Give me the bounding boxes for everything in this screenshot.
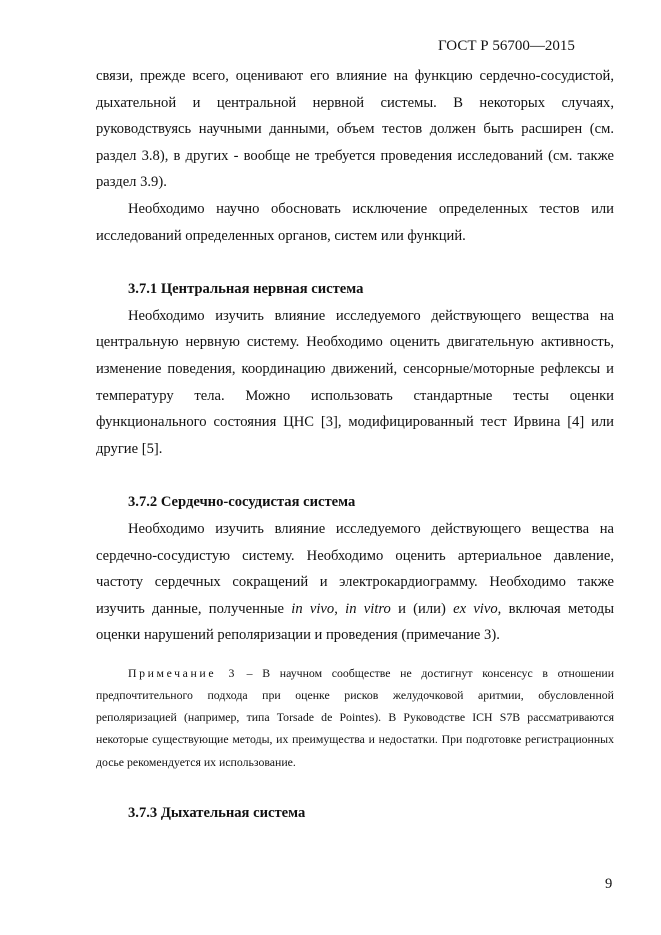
page-number: 9 bbox=[605, 876, 613, 892]
note-text: – В научном сообществе не достигнут консенсус в отношении предпочтительного подхода при оценке рисков желудочковой аритмии, обусловленной реполяризацией (например, типа Torsade de Pointes). В Руководстве ICH S7B рассматриваются некоторые существующие методы, их преимущества и недостатки. При подготовке регистрационных досье рекомендуется их использование. bbox=[96, 665, 615, 769]
term-ex-vivo: ex vivo bbox=[453, 600, 498, 617]
section-3-7-2-heading: 3.7.2 Сердечно-сосудистая система bbox=[128, 494, 356, 511]
section-3-7-3-heading: 3.7.3 Дыхательная система bbox=[128, 804, 306, 821]
justification-paragraph: Необходимо научно обосновать исключение определенных тестов или исследований определенных органов, систем или функций. bbox=[96, 200, 614, 244]
document-header: ГОСТ Р 56700—2015 bbox=[438, 38, 575, 54]
section-3-7-1-paragraph: Необходимо изучить влияние исследуемого действующего вещества на центральную нервную систему. Необходимо оценить двигательную активность, изменение поведения, координацию движений, сенсорные/моторные рефлексы и температуру тела. Можно использовать стандартные тесты оценки функционального состояния ЦНС [3], модифицированный тест Ирвина [4] или другие [5]. bbox=[96, 307, 614, 457]
section-3-7-2-paragraph bbox=[96, 516, 614, 649]
page-body bbox=[96, 63, 614, 826]
paragraph-text: , включая методы оценки нарушений реполяризации и проведения (примечание 3). bbox=[96, 600, 614, 644]
paragraph-text: Необходимо изучить влияние исследуемого действующего вещества на сердечно-сосудистую систему. Необходимо оценить артериальное давление, частоту сердечных сокращений и электрокардиограмму. Необходимо также изучить данные, полученные bbox=[96, 520, 614, 617]
paragraph-text: и (или) bbox=[390, 600, 454, 617]
note-3 bbox=[96, 662, 614, 773]
term-in-vitro: in vitro bbox=[345, 600, 391, 617]
note-label: Примечание 3 bbox=[128, 665, 237, 680]
intro-paragraph: связи, прежде всего, оценивают его влияние на функцию сердечно-сосудистой, дыхательной и центральной нервной системы. В некоторых случаях, руководствуясь научными данными, объем тестов должен быть расширен (см. раздел 3.8), в других - вообще не требуется проведения исследований (см. также раздел 3.9). bbox=[96, 68, 614, 191]
paragraph-text: , bbox=[334, 600, 346, 617]
term-in-vivo: in vivo bbox=[291, 600, 335, 617]
section-3-7-1-heading: 3.7.1 Центральная нервная система bbox=[128, 281, 364, 298]
